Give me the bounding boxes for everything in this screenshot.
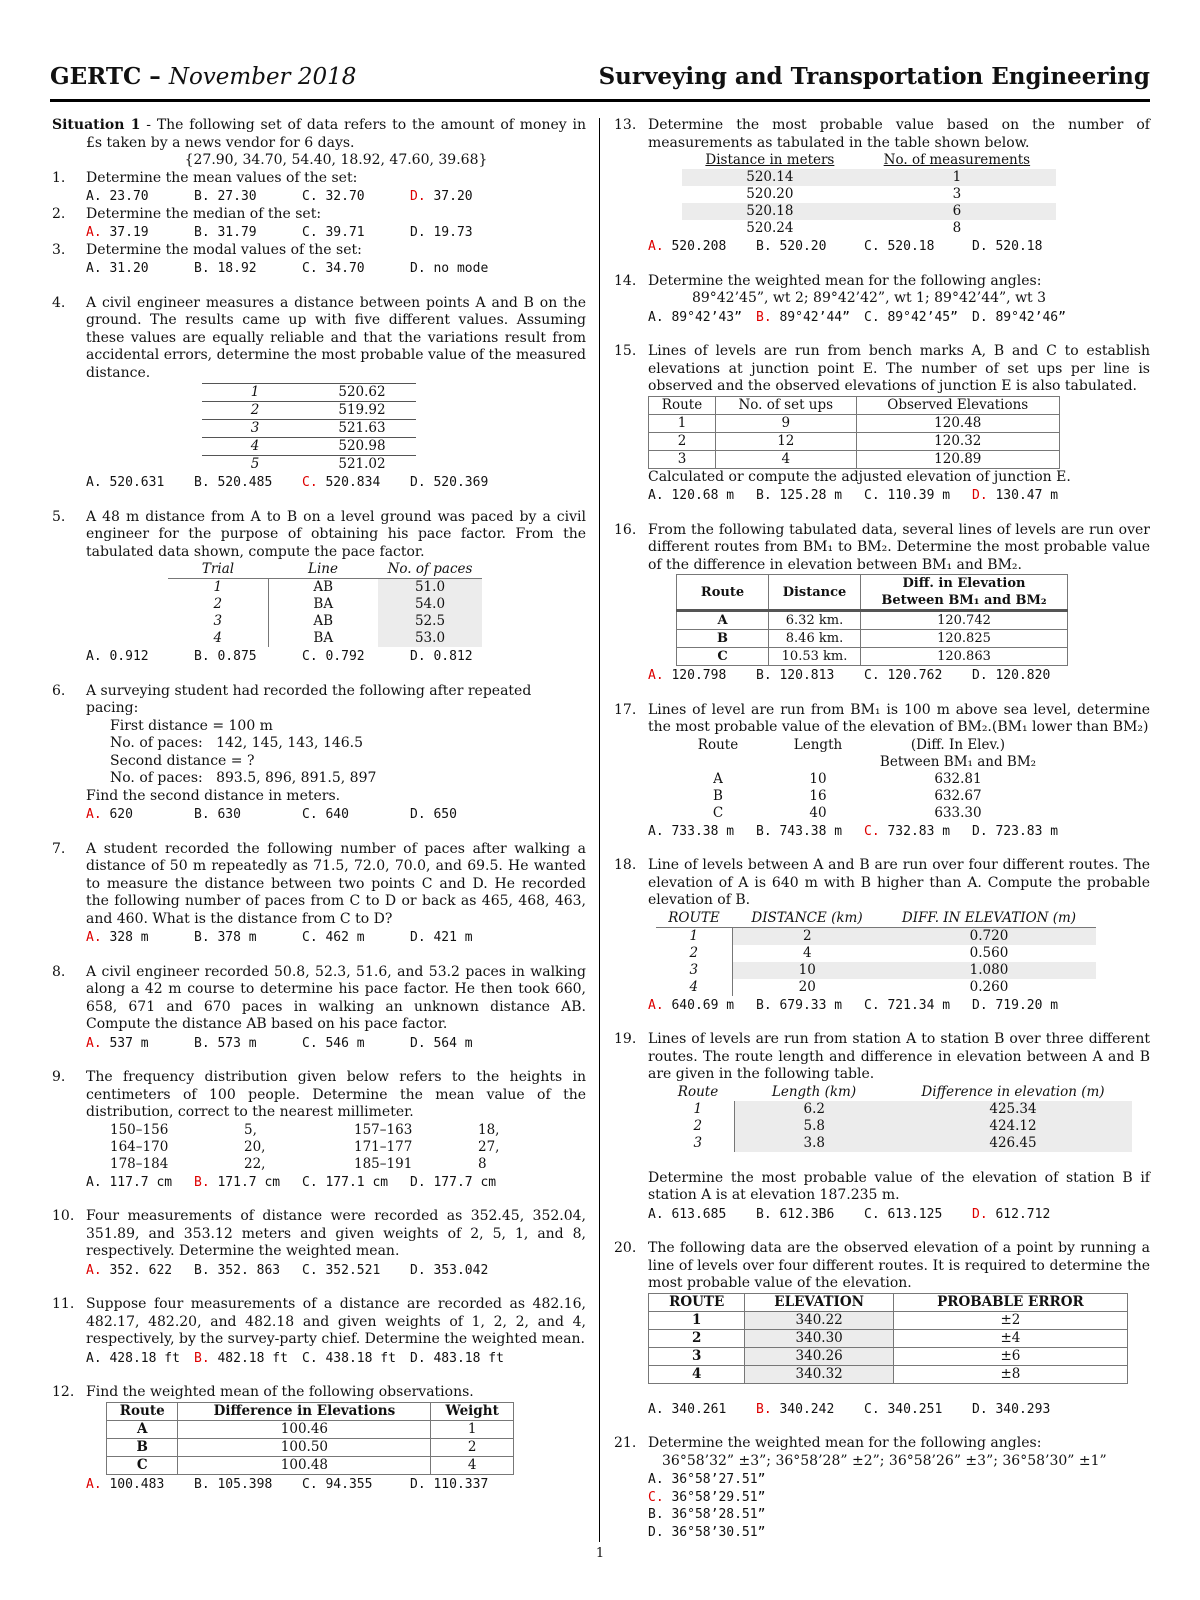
answer-choices (86, 260, 586, 278)
question-q14: 14. Determine the weighted mean for the following angles: 89°42’45”, wt 2; 89°42’42”, wt 1; 89°42’44”, wt 3 A. 89°42’43” B. 89°42’44” C. 89°42’45” D. 89°42’46” (614, 273, 1150, 327)
question-number: 20. (614, 1240, 637, 1256)
answer-choices (648, 309, 1150, 327)
choice: D. 130.47 m (972, 488, 1059, 503)
choice: A. 117.7 cm (86, 1174, 173, 1190)
answer-choices (86, 224, 586, 242)
question-number: 1. (52, 169, 66, 186)
question-q16: 16. From the following tabulated data, several lines of levels are run over different routes from BM₁ to BM₂. Determine the most probable value of the difference in elevation between BM₁ and BM₂. Route Distance Diff. in Elevation Between BM₁ and BM₂ A 6.32 km. 120.742 B 8.46 km. 120.825 C 10.53 km. 120.863 A. 120.798 B. 120.813 C. 120.762 D. 120.820 (614, 521, 1150, 683)
question-q5: 5. A 48 m distance from A to B on a level ground was paced by a civil engineer for the purpose of obtaining his pace factor. From the tabulated data shown, compute the pace factor. Trial Line No. of paces 1 AB 51.0 2 BA 54.0 3 AB 52.5 4 BA 53.0 A. 0.912 B. 0.875 C. 0.792 D. 0.812 (52, 508, 586, 664)
question-q2: 2. Determine the median of the set: A. 37.19 B. 31.79 C. 39.71 D. 19.73 (52, 206, 586, 242)
choice: A. 120.798 (648, 668, 727, 683)
choice: B. 743.38 m (756, 823, 843, 839)
choice: D. 177.7 cm (410, 1174, 497, 1190)
choice: C. 721.34 m (864, 997, 951, 1013)
choice: B. 89°42’44” (756, 309, 850, 325)
question-q17: 17. Lines of level are run from BM₁ is 100 m above sea level, determine the most probable value of the elevation of BM₂.(BM₁ lower than BM₂) Route Length (Diff. In Elev.) Between BM₁ and BM₂ A 10 632.81 B 16 632.67 C 40 633.30 A. 733.38 m B. 743.38 m C. 732.83 m D. 723.83 m (614, 701, 1150, 839)
situation-1: Situation 1 - The following set of data refers to the amount of money in £s taken by a news vendor for 6 days. (52, 117, 586, 151)
exam-date: November 2018 (168, 64, 357, 90)
choice: C. 732.83 m (864, 823, 951, 839)
q5-table: Trial Line No. of paces 1 AB 51.0 2 BA 54.0 3 AB 52.5 4 BA 53.0 (168, 561, 482, 647)
answer-choices (86, 1476, 586, 1494)
question-q6: 6. A surveying student had recorded the following after repeated pacing: First distance = 100 m No. of paces: 142, 145, 143, 146.5 Second distance = ? No. of paces: 893.5, 896, 891.5, 897 Find the second distance in meters. A. 620 B. 630 C. 640 D. 650 (52, 683, 586, 824)
question-q21: 21. Determine the weighted mean for the following angles: 36°58’32” ±3”; 36°58’28” ±2”; 36°58’26” ±3”; 36°58’30” ±1” A. 36°58’27.51” C. 36°58’29.51” B. 36°58’28.51” D. 36°58’30.51” (614, 1435, 1107, 1540)
left-column (52, 117, 586, 1493)
situation-data: {27.90, 34.70, 54.40, 18.92, 47.60, 39.68} (184, 152, 488, 168)
choice: C. 340.251 (864, 1401, 943, 1417)
question-number: 3. (52, 241, 66, 258)
answer-choices (86, 806, 586, 824)
q19-table: Route Length (km) Difference in elevation (m) 1 6.2 425.34 2 5.8 424.12 3 3.8 426.45 (662, 1084, 1132, 1152)
question-number: 18. (614, 857, 637, 873)
choice: C. 462 m (302, 930, 365, 945)
choice: D. 650 (410, 807, 457, 822)
choice: C. 520.834 (302, 475, 381, 490)
header-left (50, 63, 357, 90)
choice: D. 37.20 (410, 189, 473, 204)
choice: A. 0.912 (86, 649, 149, 664)
answer-choices (648, 1206, 1150, 1224)
answer-choices (86, 188, 586, 206)
choice: B. 36°58’28.51” (648, 1507, 766, 1522)
q6-line: Second distance = ? (110, 752, 255, 769)
question-number: 19. (614, 1031, 637, 1047)
answer-choices (86, 1262, 586, 1280)
choice: A. 37.19 (86, 225, 149, 240)
choice: B. 378 m (194, 930, 257, 945)
choice: D. 110.337 (410, 1476, 489, 1492)
choice: A. 100.483 (86, 1476, 165, 1492)
question-q13: 13. Determine the most probable value based on the number of measurements as tabulated in the table shown below. Distance in meters No. of measurements 520.14 1 520.20 3 520.18 6 520.24 8 A. 520.208 B. 520.20 C. 520.18 D. 520.18 (614, 117, 1150, 254)
answer-choices (648, 667, 1150, 685)
q17-table: Route Length (Diff. In Elev.) Between BM₁ and BM₂ A 10 632.81 B 16 632.67 C 40 633.30 (697, 736, 1037, 821)
choice: B. 0.875 (194, 649, 257, 664)
choice: A. 23.70 (86, 189, 149, 204)
choice: D. 340.293 (972, 1401, 1051, 1417)
choice: B. 18.92 (194, 261, 257, 276)
q4-table: 1 520.62 2 519.92 3 521.63 4 520.98 5 521.02 (202, 383, 416, 473)
q15-table: Route No. of set ups Observed Elevations 1 9 120.48 2 12 120.32 3 4 120.89 (648, 396, 1060, 469)
question-number: 2. (52, 205, 66, 222)
q6-line: No. of paces: 893.5, 896, 891.5, 897 (110, 770, 377, 786)
answer-choices (86, 1174, 586, 1192)
answer-choices (86, 929, 586, 947)
choice: D. 520.18 (972, 239, 1043, 254)
answer-choices (86, 1350, 586, 1368)
column-divider (599, 118, 600, 1542)
choice: C. 177.1 cm (302, 1174, 389, 1190)
choice: D. 719.20 m (972, 997, 1059, 1013)
answer-choices (86, 474, 586, 492)
choice: C. 640 (302, 807, 349, 822)
exam-code: GERTC – (50, 63, 161, 90)
question-q11: 11. Suppose four measurements of a distance are recorded as 482.16, 482.17, 482.20, and 482.18 and given weights of 1, 2, 2, and 4, respectively, by the survey-party chief. Determine the weighted mean. A. 428.18 ft B. 482.18 ft C. 438.18 ft D. 483.18 ft (52, 1296, 586, 1366)
choice: C. 520.18 (864, 239, 935, 254)
choice: C. 110.39 m (864, 488, 951, 503)
choice: A. 89°42’43” (648, 309, 742, 325)
choice: D. 520.369 (410, 475, 489, 490)
exam-subject: Surveying and Transportation Engineering (598, 63, 1150, 90)
choice: A. 352. 622 (86, 1262, 173, 1278)
question-q20: 20. The following data are the observed elevation of a point by running a line of levels over four different routes. It is required to determine the most probable value of the elevation. ROUTE ELEVATION PROBABLE ERROR 1 340.22 ±2 2 340.30 ±4 3 340.26 ±6 4 340.32 ±8 A. 340.261 B. 340.242 C. 340.251 D. 340.293 (614, 1240, 1150, 1417)
answer-choices (648, 823, 1150, 841)
choice: D. 421 m (410, 930, 473, 945)
choice: B. 31.79 (194, 225, 257, 240)
q18-table: ROUTE DISTANCE (km) DIFF. IN ELEVATION (m) 1 2 0.720 2 4 0.560 3 10 1.080 4 20 0.260 (656, 910, 1096, 996)
choice: B. 482.18 ft (194, 1350, 288, 1366)
question-q1: 1. Determine the mean values of the set: A. 23.70 B. 27.30 C. 32.70 D. 37.20 (52, 170, 586, 206)
choice: B. 352. 863 (194, 1262, 281, 1278)
choice: D. 723.83 m (972, 823, 1059, 839)
q6-line: No. of paces: 142, 145, 143, 146.5 (110, 735, 364, 751)
question-q8: 8. A civil engineer recorded 50.8, 52.3, 51.6, and 53.2 paces in walking along a 42 m course to determine his pace factor. He then took 660, 658, 671 and 670 paces in walking an unknown distance AB. Compute the distance AB based on his pace factor. A. 537 m B. 573 m C. 546 m D. 564 m (52, 963, 586, 1051)
choice: C. 32.70 (302, 189, 365, 204)
choice: A. 537 m (86, 1035, 149, 1051)
choice: C. 36°58’29.51” (648, 1489, 766, 1505)
choice: A. 520.208 (648, 239, 727, 254)
q9-table: 150–156 5, 157–163 18, 164–170 20, 171–177 27, 178–184 22, 185–191 8 (110, 1121, 500, 1172)
question-number: 11. (52, 1296, 75, 1312)
choice: A. 31.20 (86, 261, 149, 276)
choice: C. 613.125 (864, 1206, 943, 1222)
choice: C. 546 m (302, 1035, 365, 1051)
question-number: 10. (52, 1208, 75, 1224)
choice: B. 679.33 m (756, 997, 843, 1013)
question-q18: 18. Line of levels between A and B are run over four different routes. The elevation of A is 640 m with B higher than A. Compute the probable elevation of B. ROUTE DISTANCE (km) DIFF. IN ELEVATION (m) 1 2 0.720 2 4 0.560 3 10 1.080 4 20 0.260 A. 640.69 m B. 679.33 m C. 721.34 m D. 719.20 m (614, 857, 1150, 1013)
question-number: 12. (52, 1384, 75, 1400)
choice: A. 428.18 ft (86, 1350, 180, 1366)
question-number: 7. (52, 840, 66, 857)
answer-choices (86, 648, 586, 666)
choice: A. 120.68 m (648, 488, 735, 503)
question-q19: 19. Lines of levels are run from station A to station B over three different routes. The route length and difference in elevation between A and B are given in the following table. Route Length (km) Difference in elevation (m) 1 6.2 425.34 2 5.8 424.12 3 3.8 426.45 Determine the most probable value of the elevation of station B if station A is at elevation 187.235 m. A. 613.685 B. 612.3B6 C. 613.125 D. 612.712 (614, 1031, 1150, 1222)
question-q15: 15. Lines of levels are run from bench marks A, B and C to establish elevations at junction point E. The number of set ups per line is observed and the observed elevations of junction E is also tabulated. Route No. of set ups Observed Elevations 1 9 120.48 2 12 120.32 3 4 120.89 Calculated or compute the adjusted elevation of junction E. A. 120.68 m B. 125.28 m C. 110.39 m D. 130.47 m (614, 343, 1150, 503)
answer-choices (648, 1401, 1150, 1419)
question-number: 14. (614, 272, 637, 289)
choice: A. 328 m (86, 930, 149, 945)
choice: A. 36°58’27.51” (648, 1472, 766, 1487)
question-q3: 3. Determine the modal values of the set: A. 31.20 B. 18.92 C. 34.70 D. no mode (52, 242, 586, 278)
question-q9: 9. The frequency distribution given below refers to the heights in centimeters of 100 people. Determine the mean value of the distribution, correct to the nearest millimeter. 150–156 5, 157–163 18, 164–170 20, 171–177 27, 178–184 22, 185–191 8 A. 117.7 cm B. 171.7 cm C. 177.1 cm D. 177.7 cm (52, 1069, 586, 1190)
choice: C. 120.762 (864, 668, 943, 683)
choice: B. 171.7 cm (194, 1174, 281, 1190)
choice: B. 105.398 (194, 1476, 273, 1492)
choice: D. 612.712 (972, 1206, 1051, 1222)
choice: B. 520.485 (194, 475, 273, 490)
question-number: 6. (52, 682, 66, 699)
answer-choices (648, 1471, 1048, 1541)
choice: C. 438.18 ft (302, 1350, 396, 1366)
choice: B. 630 (194, 807, 241, 822)
choice: C. 94.355 (302, 1476, 373, 1492)
choice: D. 36°58’30.51” (648, 1524, 766, 1540)
choice: D. no mode (410, 261, 489, 276)
question-number: 9. (52, 1069, 66, 1085)
choice: B. 340.242 (756, 1401, 835, 1417)
choice: D. 353.042 (410, 1262, 489, 1278)
question-number: 17. (614, 701, 637, 718)
question-q7: 7. A student recorded the following number of paces after walking a distance of 50 m repeatedly as 71.5, 72.0, 70.0, and 69.5. He wanted to measure the distance between two points C and D. He recorded the following number of paces from C to D or back as 465, 468, 463, and 460. What is the distance from C to D? A. 328 m B. 378 m C. 462 m D. 421 m (52, 840, 586, 945)
choice: B. 27.30 (194, 189, 257, 204)
page-header (50, 63, 1150, 102)
choice: A. 733.38 m (648, 823, 735, 839)
choice: D. 89°42’46” (972, 309, 1066, 325)
question-q12: 12. Find the weighted mean of the following observations. Route Difference in Elevations Weight A 100.46 1 B 100.50 2 C 100.48 4 A. 100.483 B. 105.398 C. 94.355 D. 110.337 (52, 1384, 586, 1493)
choice: D. 483.18 ft (410, 1350, 504, 1366)
choice: B. 520.20 (756, 239, 827, 254)
q20-table: ROUTE ELEVATION PROBABLE ERROR 1 340.22 ±2 2 340.30 ±4 3 340.26 ±6 4 340.32 ±8 (648, 1293, 1128, 1384)
page-number: 1 (595, 1546, 605, 1561)
choice: B. 120.813 (756, 668, 835, 683)
answer-choices (648, 487, 1150, 505)
question-number: 15. (614, 343, 637, 359)
question-number: 21. (614, 1435, 637, 1451)
choice: C. 34.70 (302, 261, 365, 276)
q13-table: Distance in meters No. of measurements 520.14 1 520.20 3 520.18 6 520.24 8 (682, 152, 1056, 237)
choice: A. 340.261 (648, 1401, 727, 1417)
question-number: 4. (52, 294, 66, 311)
question-q4: 4. A civil engineer measures a distance between points A and B on the ground. The results came up with five different values. Assuming these values are equally reliable and that the variations result from accidental errors, determine the most probable value of the measured distance. 1 520.62 2 519.92 3 521.63 4 520.98 5 521.02 A. 520.631 B. 520.485 C. 520.834 D. 520.369 (52, 294, 586, 490)
answer-choices (86, 1035, 586, 1053)
choice: C. 39.71 (302, 225, 365, 240)
answer-choices (648, 997, 1150, 1015)
choice: D. 19.73 (410, 225, 473, 240)
answer-choices (648, 238, 1150, 256)
choice: C. 89°42’45” (864, 309, 958, 325)
choice: A. 520.631 (86, 475, 165, 490)
choice: A. 640.69 m (648, 997, 735, 1013)
question-number: 5. (52, 508, 66, 525)
choice: C. 0.792 (302, 649, 365, 664)
choice: B. 125.28 m (756, 488, 843, 503)
choice: B. 612.3B6 (756, 1206, 835, 1222)
choice: D. 120.820 (972, 668, 1051, 683)
question-number: 13. (614, 117, 637, 133)
choice: B. 573 m (194, 1035, 257, 1051)
q6-line: First distance = 100 m (110, 717, 273, 734)
question-number: 16. (614, 521, 637, 538)
question-q10: 10. Four measurements of distance were recorded as 352.45, 352.04, 351.89, and 353.12 meters and given weights of 2, 5, 1, and 8, respectively. Determine the weighted mean. A. 352. 622 B. 352. 863 C. 352.521 D. 353.042 (52, 1208, 586, 1278)
choice: D. 0.812 (410, 649, 473, 664)
question-number: 8. (52, 963, 66, 980)
right-column (614, 117, 1150, 1541)
choice: A. 613.685 (648, 1206, 727, 1222)
q16-table: Route Distance Diff. in Elevation Between BM₁ and BM₂ A 6.32 km. 120.742 B 8.46 km. 120.825 C 10.53 km. 120.863 (676, 574, 1068, 666)
choice: D. 564 m (410, 1035, 473, 1051)
choice: A. 620 (86, 807, 133, 822)
q12-table: Route Difference in Elevations Weight A 100.46 1 B 100.50 2 C 100.48 4 (106, 1402, 514, 1475)
choice: C. 352.521 (302, 1262, 381, 1278)
